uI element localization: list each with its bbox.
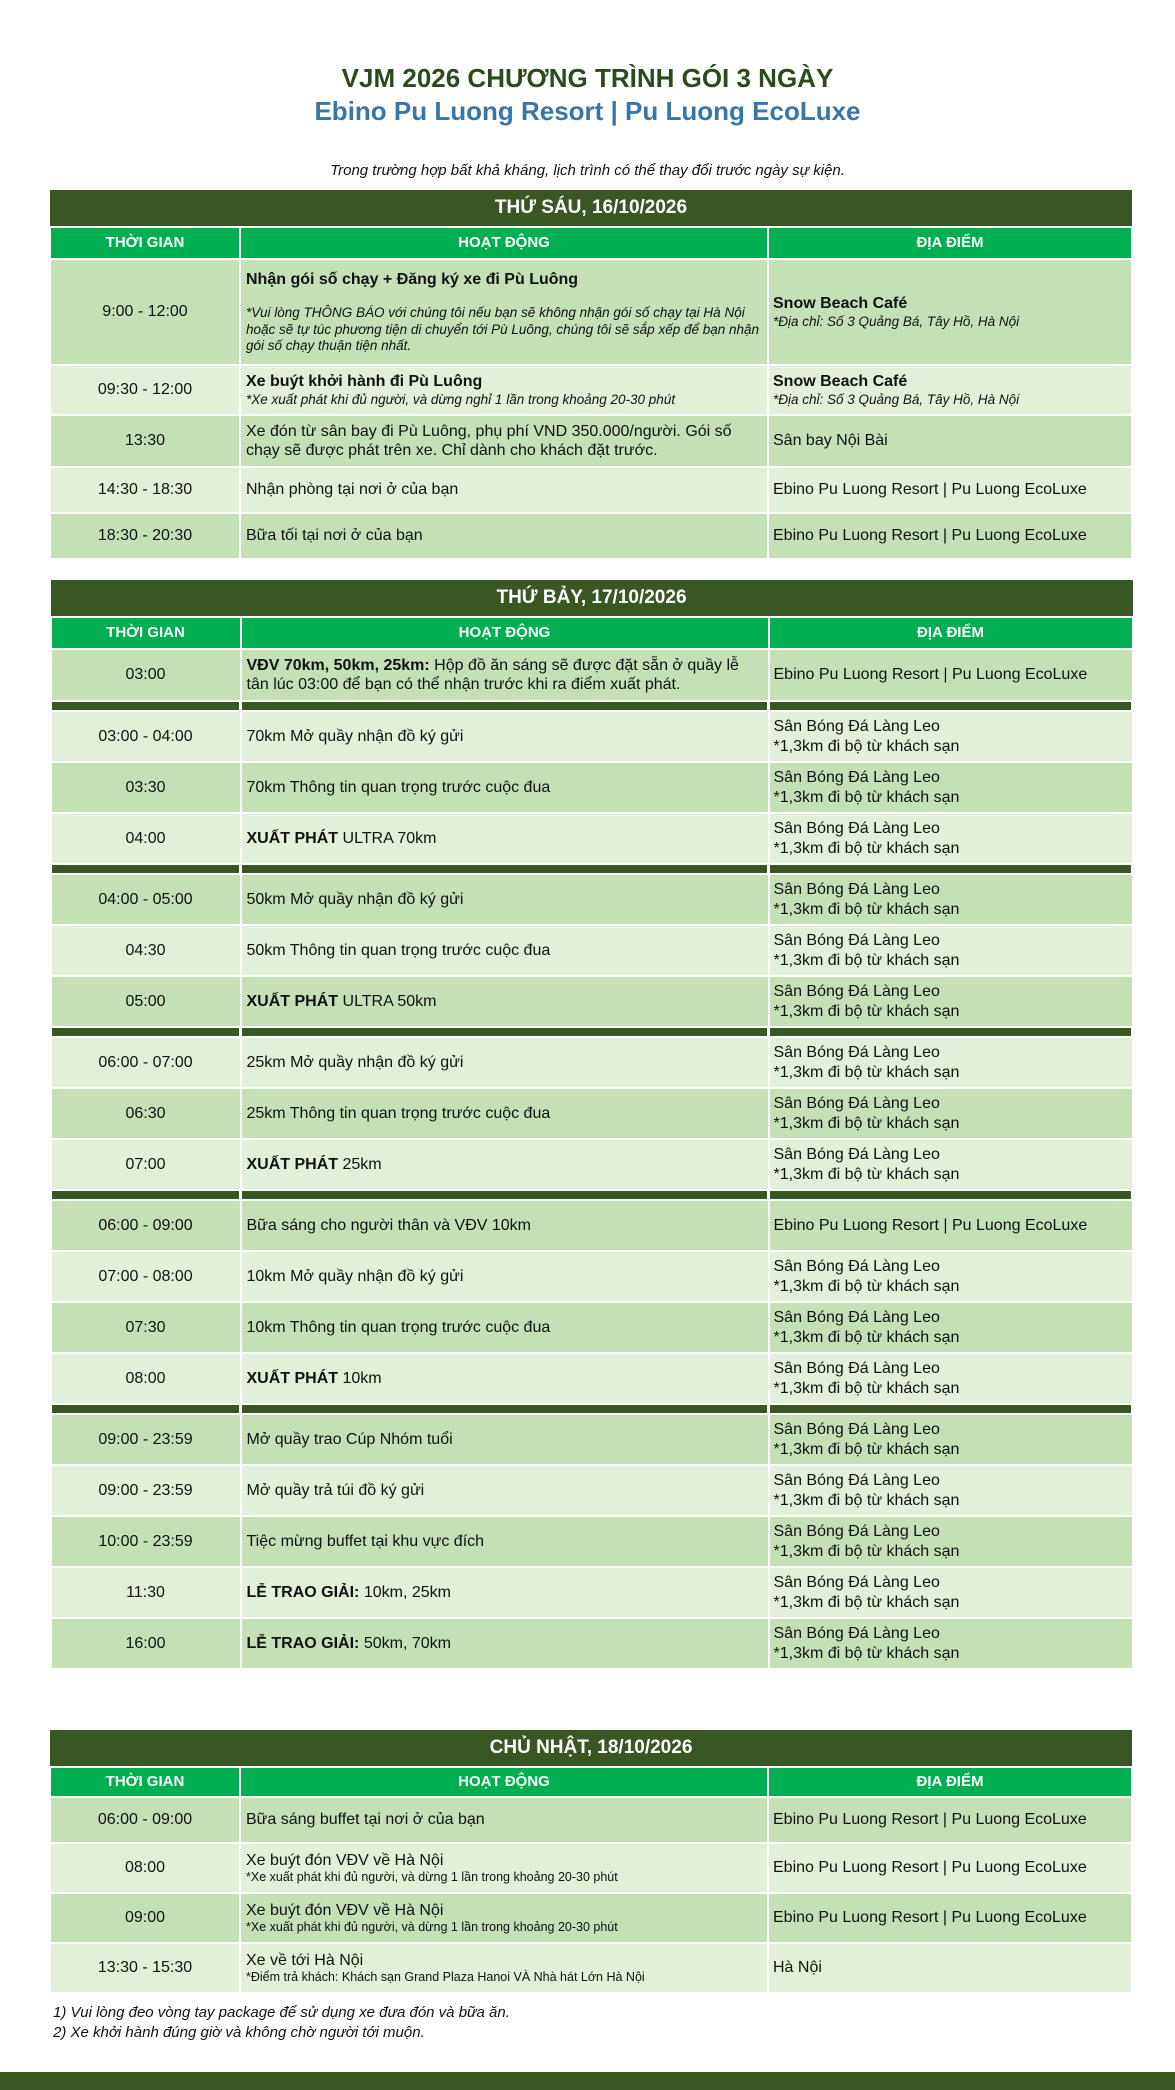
time-cell: 09:30 - 12:00 bbox=[50, 365, 240, 415]
activity-title: Xe buýt đón VĐV về Hà Nội bbox=[246, 1901, 444, 1919]
location-cell: Ebino Pu Luong Resort | Pu Luong EcoLuxe bbox=[768, 467, 1132, 513]
time-cell: 07:00 - 08:00 bbox=[51, 1251, 241, 1302]
location-cell bbox=[769, 1353, 1133, 1404]
time-cell: 07:30 bbox=[51, 1302, 241, 1353]
activity-cell bbox=[241, 1618, 769, 1669]
footnote-1: 1) Vui lòng đeo vòng tay package để sử dụng xe đưa đón và bữa ăn. bbox=[53, 2004, 510, 2021]
time-cell: 06:00 - 07:00 bbox=[51, 1037, 241, 1088]
time-cell: 03:30 bbox=[51, 762, 241, 813]
venue-walk-note: *1,3km đi bộ từ khách sạn bbox=[773, 1277, 960, 1295]
activity-note: *Xe xuất phát khi đủ người, và dừng nghỉ 1 lần trong khoảng 20-30 phút bbox=[246, 391, 676, 407]
location-cell bbox=[769, 1302, 1133, 1353]
venue-walk-note: *1,3km đi bộ từ khách sạn bbox=[773, 839, 960, 857]
location-title: Snow Beach Café bbox=[773, 295, 908, 313]
venue-name: Sân Bóng Đá Làng Leo bbox=[773, 881, 940, 899]
activity-bold: VĐV 70km, 50km, 25km: bbox=[246, 656, 430, 674]
friday-schedule-table bbox=[49, 190, 1133, 560]
venue-walk-note: *1,3km đi bộ từ khách sạn bbox=[773, 1063, 960, 1081]
activity-text: 25km Mở quầy nhận đồ ký gửi bbox=[246, 1053, 464, 1071]
venue-name: Sân Bóng Đá Làng Leo bbox=[773, 1625, 940, 1643]
separator-cell bbox=[241, 864, 769, 874]
activity-title: Nhận gói số chạy + Đăng ký xe đi Pù Luông bbox=[246, 271, 579, 289]
location-cell bbox=[769, 1037, 1133, 1088]
time-cell: 13:30 bbox=[50, 415, 240, 467]
activity-note: *Điểm trả khách: Khách sạn Grand Plaza Hanoi VÀ Nhà hát Lớn Hà Nội bbox=[246, 1970, 645, 1985]
venue-name: Sân Bóng Đá Làng Leo bbox=[773, 932, 940, 950]
location-cell: Ebino Pu Luong Resort | Pu Luong EcoLuxe bbox=[768, 1797, 1132, 1843]
activity-cell bbox=[241, 1414, 769, 1465]
activity-cell bbox=[241, 1037, 769, 1088]
venue-name: Sân Bóng Đá Làng Leo bbox=[773, 1146, 940, 1164]
time-cell: 08:00 bbox=[51, 1353, 241, 1404]
activity-text: Mở quầy trao Cúp Nhóm tuổi bbox=[246, 1430, 453, 1448]
table-row bbox=[50, 1893, 1132, 1943]
activity-bold: LỄ TRAO GIẢI: bbox=[246, 1634, 360, 1652]
activity-note: *Xe xuất phát khi đủ người, và dừng 1 lần trong khoảng 20-30 phút bbox=[246, 1870, 618, 1885]
table-row bbox=[51, 1037, 1133, 1088]
table-row bbox=[51, 1353, 1133, 1404]
day-header-saturday bbox=[51, 580, 1133, 617]
separator-cell bbox=[51, 1404, 241, 1414]
time-cell: 04:00 - 05:00 bbox=[51, 874, 241, 925]
time-cell: 03:00 bbox=[51, 649, 241, 701]
activity-text: Mở quầy trả túi đồ ký gửi bbox=[246, 1481, 425, 1499]
activity-cell bbox=[241, 1567, 769, 1618]
table-row bbox=[51, 1465, 1133, 1516]
table-row bbox=[50, 259, 1132, 365]
time-cell: 11:30 bbox=[51, 1567, 241, 1618]
separator-cell bbox=[769, 1404, 1133, 1414]
venue-walk-note: *1,3km đi bộ từ khách sạn bbox=[773, 737, 960, 755]
column-location: ĐỊA ĐIỂM bbox=[768, 227, 1132, 259]
activity-cell bbox=[241, 762, 769, 813]
activity-text: 25km Thông tin quan trọng trước cuộc đua bbox=[246, 1104, 551, 1122]
day-title: CHỦ NHẬT, 18/10/2026 bbox=[50, 1730, 1132, 1767]
column-header-row bbox=[50, 1767, 1132, 1797]
time-cell: 06:30 bbox=[51, 1088, 241, 1139]
day-title: THỨ SÁU, 16/10/2026 bbox=[50, 190, 1132, 227]
location-cell: Sân bay Nội Bài bbox=[768, 415, 1132, 467]
column-activity: HOẠT ĐỘNG bbox=[240, 227, 768, 259]
venue-walk-note: *1,3km đi bộ từ khách sạn bbox=[773, 788, 960, 806]
activity-text: 10km Thông tin quan trọng trước cuộc đua bbox=[246, 1318, 551, 1336]
column-header-row bbox=[50, 227, 1132, 259]
time-cell: 04:30 bbox=[51, 925, 241, 976]
venue-name: Sân Bóng Đá Làng Leo bbox=[773, 1421, 940, 1439]
location-cell bbox=[769, 762, 1133, 813]
saturday-groups bbox=[51, 701, 1133, 1669]
location-title: Snow Beach Café bbox=[773, 373, 908, 391]
activity-title: Xe buýt khởi hành đi Pù Luông bbox=[246, 373, 483, 391]
location-cell bbox=[769, 976, 1133, 1027]
group-separator bbox=[51, 1027, 1133, 1037]
location-cell: Ebino Pu Luong Resort | Pu Luong EcoLuxe bbox=[768, 1843, 1132, 1893]
table-row bbox=[50, 365, 1132, 415]
table-row bbox=[51, 1139, 1133, 1190]
column-activity: HOẠT ĐỘNG bbox=[241, 617, 769, 649]
separator-cell bbox=[769, 1027, 1133, 1037]
table-row bbox=[51, 1516, 1133, 1567]
venue-walk-note: *1,3km đi bộ từ khách sạn bbox=[773, 951, 960, 969]
day-title: THỨ BẢY, 17/10/2026 bbox=[51, 580, 1133, 617]
location-cell bbox=[769, 1516, 1133, 1567]
activity-bold: LỄ TRAO GIẢI: bbox=[246, 1583, 360, 1601]
activity-text: ULTRA 50km bbox=[338, 992, 437, 1010]
venue-name: Sân Bóng Đá Làng Leo bbox=[773, 1095, 940, 1113]
activity-cell bbox=[241, 1302, 769, 1353]
activity-cell bbox=[240, 1843, 768, 1893]
activity-text: Tiệc mừng buffet tại khu vực đích bbox=[246, 1532, 485, 1550]
venue-name: Sân Bóng Đá Làng Leo bbox=[773, 983, 940, 1001]
location-cell bbox=[769, 1618, 1133, 1669]
activity-text: 10km bbox=[338, 1369, 382, 1387]
activity-bold: XUẤT PHÁT bbox=[246, 1155, 339, 1173]
activity-cell: Bữa sáng buffet tại nơi ở của bạn bbox=[240, 1797, 768, 1843]
venue-name: Sân Bóng Đá Làng Leo bbox=[773, 1472, 940, 1490]
location-note: *Địa chỉ: Số 3 Quảng Bá, Tây Hồ, Hà Nội bbox=[773, 391, 1020, 407]
venue-walk-note: *1,3km đi bộ từ khách sạn bbox=[773, 1440, 960, 1458]
activity-cell bbox=[241, 1200, 769, 1251]
venue-walk-note: *1,3km đi bộ từ khách sạn bbox=[773, 900, 960, 918]
column-time: THỜI GIAN bbox=[50, 227, 240, 259]
time-cell: 09:00 - 23:59 bbox=[51, 1414, 241, 1465]
group-separator bbox=[51, 701, 1133, 711]
disclaimer-note: Trong trường hợp bất khả kháng, lịch trình có thể thay đổi trước ngày sự kiện. bbox=[330, 162, 845, 179]
separator-cell bbox=[241, 701, 769, 711]
page-subtitle: Ebino Pu Luong Resort | Pu Luong EcoLuxe bbox=[314, 96, 861, 126]
activity-bold: XUẤT PHÁT bbox=[246, 829, 339, 847]
activity-text: 50km Thông tin quan trọng trước cuộc đua bbox=[246, 941, 551, 959]
location-cell: Ebino Pu Luong Resort | Pu Luong EcoLuxe bbox=[768, 513, 1132, 559]
time-cell: 07:00 bbox=[51, 1139, 241, 1190]
separator-cell bbox=[241, 1190, 769, 1200]
table-row bbox=[51, 1251, 1133, 1302]
activity-text: 50km, 70km bbox=[359, 1634, 451, 1652]
separator-cell bbox=[51, 864, 241, 874]
table-row bbox=[50, 1797, 1132, 1843]
separator-cell bbox=[241, 1027, 769, 1037]
location-cell bbox=[769, 711, 1133, 762]
activity-text: 50km Mở quầy nhận đồ ký gửi bbox=[246, 890, 464, 908]
day-header-sunday bbox=[50, 1730, 1132, 1767]
activity-cell bbox=[241, 1088, 769, 1139]
venue-walk-note: *1,3km đi bộ từ khách sạn bbox=[773, 1114, 960, 1132]
activity-cell bbox=[240, 1893, 768, 1943]
activity-text: ULTRA 70km bbox=[338, 829, 437, 847]
time-cell: 13:30 - 15:30 bbox=[50, 1943, 240, 1993]
table-row bbox=[50, 415, 1132, 467]
time-cell: 16:00 bbox=[51, 1618, 241, 1669]
venue-name: Sân Bóng Đá Làng Leo bbox=[773, 718, 940, 736]
venue-name: Sân Bóng Đá Làng Leo bbox=[773, 1360, 940, 1378]
venue-name: Sân Bóng Đá Làng Leo bbox=[773, 1309, 940, 1327]
activity-text: 10km Mở quầy nhận đồ ký gửi bbox=[246, 1267, 464, 1285]
footnote-2: 2) Xe khởi hành đúng giờ và không chờ người tới muộn. bbox=[53, 2024, 425, 2041]
page-title: VJM 2026 CHƯƠNG TRÌNH GÓI 3 NGÀY bbox=[341, 63, 834, 93]
venue-name: Sân Bóng Đá Làng Leo bbox=[773, 820, 940, 838]
activity-note: *Vui lòng THÔNG BÁO với chúng tôi nếu bạn sẽ không nhận gói số chạy tại Hà Nội hoặc sẽ tự túc phương tiện di chuyển tới Pù Luông, chúng tôi sẽ sắp xếp để bạn nhận gói số chạy thuận tiện nhất. bbox=[246, 305, 760, 353]
activity-text: 10km, 25km bbox=[359, 1583, 451, 1601]
activity-text: 25km bbox=[338, 1155, 382, 1173]
activity-bold: XUẤT PHÁT bbox=[246, 1369, 339, 1387]
activity-cell bbox=[241, 1353, 769, 1404]
venue-walk-note: *1,3km đi bộ từ khách sạn bbox=[773, 1593, 960, 1611]
table-row bbox=[51, 813, 1133, 864]
column-time: THỜI GIAN bbox=[51, 617, 241, 649]
table-row bbox=[50, 467, 1132, 513]
group-separator bbox=[51, 1190, 1133, 1200]
activity-cell: Xe đón từ sân bay đi Pù Luông, phụ phí VND 350.000/người. Gói số chạy sẽ được phát trên xe. Chỉ dành cho khách đặt trước. bbox=[240, 415, 768, 467]
activity-text: 70km Mở quầy nhận đồ ký gửi bbox=[246, 727, 464, 745]
separator-cell bbox=[51, 1027, 241, 1037]
time-cell: 09:00 bbox=[50, 1893, 240, 1943]
day-header-friday bbox=[50, 190, 1132, 227]
location-cell bbox=[769, 874, 1133, 925]
activity-cell bbox=[241, 1465, 769, 1516]
location-cell bbox=[769, 925, 1133, 976]
sunday-schedule-table bbox=[49, 1730, 1133, 1994]
activity-cell bbox=[241, 1139, 769, 1190]
activity-title: Xe buýt đón VĐV về Hà Nội bbox=[246, 1851, 444, 1869]
time-cell: 04:00 bbox=[51, 813, 241, 864]
activity-cell bbox=[241, 925, 769, 976]
venue-walk-note: *1,3km đi bộ từ khách sạn bbox=[773, 1002, 960, 1020]
table-row bbox=[51, 1567, 1133, 1618]
table-row bbox=[50, 1943, 1132, 1993]
venue-name: Sân Bóng Đá Làng Leo bbox=[773, 1258, 940, 1276]
venue-walk-note: *1,3km đi bộ từ khách sạn bbox=[773, 1328, 960, 1346]
time-cell: 9:00 - 12:00 bbox=[50, 259, 240, 365]
location-cell bbox=[769, 1414, 1133, 1465]
location-cell bbox=[769, 1567, 1133, 1618]
location-cell: Ebino Pu Luong Resort | Pu Luong EcoLuxe bbox=[768, 1893, 1132, 1943]
separator-cell bbox=[241, 1404, 769, 1414]
bottom-bar bbox=[0, 2072, 1175, 2090]
time-cell: 14:30 - 18:30 bbox=[50, 467, 240, 513]
table-row bbox=[51, 976, 1133, 1027]
venue-walk-note: *1,3km đi bộ từ khách sạn bbox=[773, 1542, 960, 1560]
table-row bbox=[51, 925, 1133, 976]
table-row bbox=[51, 1414, 1133, 1465]
activity-text: 70km Thông tin quan trọng trước cuộc đua bbox=[246, 778, 551, 796]
table-row bbox=[51, 711, 1133, 762]
activity-note: *Xe xuất phát khi đủ người, và dừng 1 lần trong khoảng 20-30 phút bbox=[246, 1920, 618, 1935]
activity-cell bbox=[241, 1251, 769, 1302]
table-row bbox=[51, 649, 1133, 701]
time-cell: 05:00 bbox=[51, 976, 241, 1027]
table-row bbox=[50, 513, 1132, 559]
separator-cell bbox=[51, 701, 241, 711]
saturday-schedule-table bbox=[49, 580, 1134, 1670]
location-cell: Ebino Pu Luong Resort | Pu Luong EcoLuxe bbox=[769, 1200, 1133, 1251]
activity-cell bbox=[241, 711, 769, 762]
column-location: ĐỊA ĐIỂM bbox=[768, 1767, 1132, 1797]
location-cell bbox=[769, 813, 1133, 864]
time-cell: 08:00 bbox=[50, 1843, 240, 1893]
activity-cell bbox=[240, 365, 768, 415]
location-cell: Ebino Pu Luong Resort | Pu Luong EcoLuxe bbox=[769, 649, 1133, 701]
separator-cell bbox=[769, 1190, 1133, 1200]
time-cell: 18:30 - 20:30 bbox=[50, 513, 240, 559]
separator-cell bbox=[769, 701, 1133, 711]
venue-walk-note: *1,3km đi bộ từ khách sạn bbox=[773, 1379, 960, 1397]
activity-bold: XUẤT PHÁT bbox=[246, 992, 339, 1010]
location-note: *Địa chỉ: Số 3 Quảng Bá, Tây Hồ, Hà Nội bbox=[773, 313, 1020, 329]
group-separator bbox=[51, 864, 1133, 874]
table-row bbox=[51, 1200, 1133, 1251]
time-cell: 03:00 - 04:00 bbox=[51, 711, 241, 762]
activity-text: Bữa sáng cho người thân và VĐV 10km bbox=[246, 1216, 532, 1234]
venue-name: Sân Bóng Đá Làng Leo bbox=[773, 769, 940, 787]
activity-cell: Nhận phòng tại nơi ở của bạn bbox=[240, 467, 768, 513]
venue-name: Sân Bóng Đá Làng Leo bbox=[773, 1574, 940, 1592]
column-location: ĐỊA ĐIỂM bbox=[769, 617, 1133, 649]
venue-walk-note: *1,3km đi bộ từ khách sạn bbox=[773, 1644, 960, 1662]
table-row bbox=[51, 762, 1133, 813]
activity-cell bbox=[241, 813, 769, 864]
separator-cell bbox=[769, 864, 1133, 874]
location-cell bbox=[768, 365, 1132, 415]
time-cell: 09:00 - 23:59 bbox=[51, 1465, 241, 1516]
venue-name: Sân Bóng Đá Làng Leo bbox=[773, 1523, 940, 1541]
location-cell bbox=[769, 1139, 1133, 1190]
activity-cell: Bữa tối tại nơi ở của bạn bbox=[240, 513, 768, 559]
activity-cell bbox=[240, 1943, 768, 1993]
venue-walk-note: *1,3km đi bộ từ khách sạn bbox=[773, 1165, 960, 1183]
activity-cell bbox=[241, 874, 769, 925]
activity-title: Xe về tới Hà Nội bbox=[246, 1951, 364, 1969]
time-cell: 10:00 - 23:59 bbox=[51, 1516, 241, 1567]
location-cell bbox=[768, 259, 1132, 365]
venue-walk-note: *1,3km đi bộ từ khách sạn bbox=[773, 1491, 960, 1509]
activity-cell bbox=[241, 649, 769, 701]
table-row bbox=[51, 1302, 1133, 1353]
separator-cell bbox=[51, 1190, 241, 1200]
table-row bbox=[51, 1618, 1133, 1669]
time-cell: 06:00 - 09:00 bbox=[50, 1797, 240, 1843]
location-cell bbox=[769, 1088, 1133, 1139]
column-time: THỜI GIAN bbox=[50, 1767, 240, 1797]
location-cell: Hà Nội bbox=[768, 1943, 1132, 1993]
activity-cell bbox=[241, 976, 769, 1027]
column-activity: HOẠT ĐỘNG bbox=[240, 1767, 768, 1797]
table-row bbox=[51, 874, 1133, 925]
location-cell bbox=[769, 1465, 1133, 1516]
group-separator bbox=[51, 1404, 1133, 1414]
column-header-row bbox=[51, 617, 1133, 649]
table-row bbox=[50, 1843, 1132, 1893]
venue-name: Sân Bóng Đá Làng Leo bbox=[773, 1044, 940, 1062]
activity-cell bbox=[241, 1516, 769, 1567]
activity-cell bbox=[240, 259, 768, 365]
activity-text: Hộp đồ ăn sáng sẽ được đặt sẵn ở quầy lễ tân lúc 03:00 để bạn có thể nhận trước khi ra điểm xuất phát. bbox=[246, 656, 739, 693]
time-cell: 06:00 - 09:00 bbox=[51, 1200, 241, 1251]
table-row bbox=[51, 1088, 1133, 1139]
location-cell bbox=[769, 1251, 1133, 1302]
